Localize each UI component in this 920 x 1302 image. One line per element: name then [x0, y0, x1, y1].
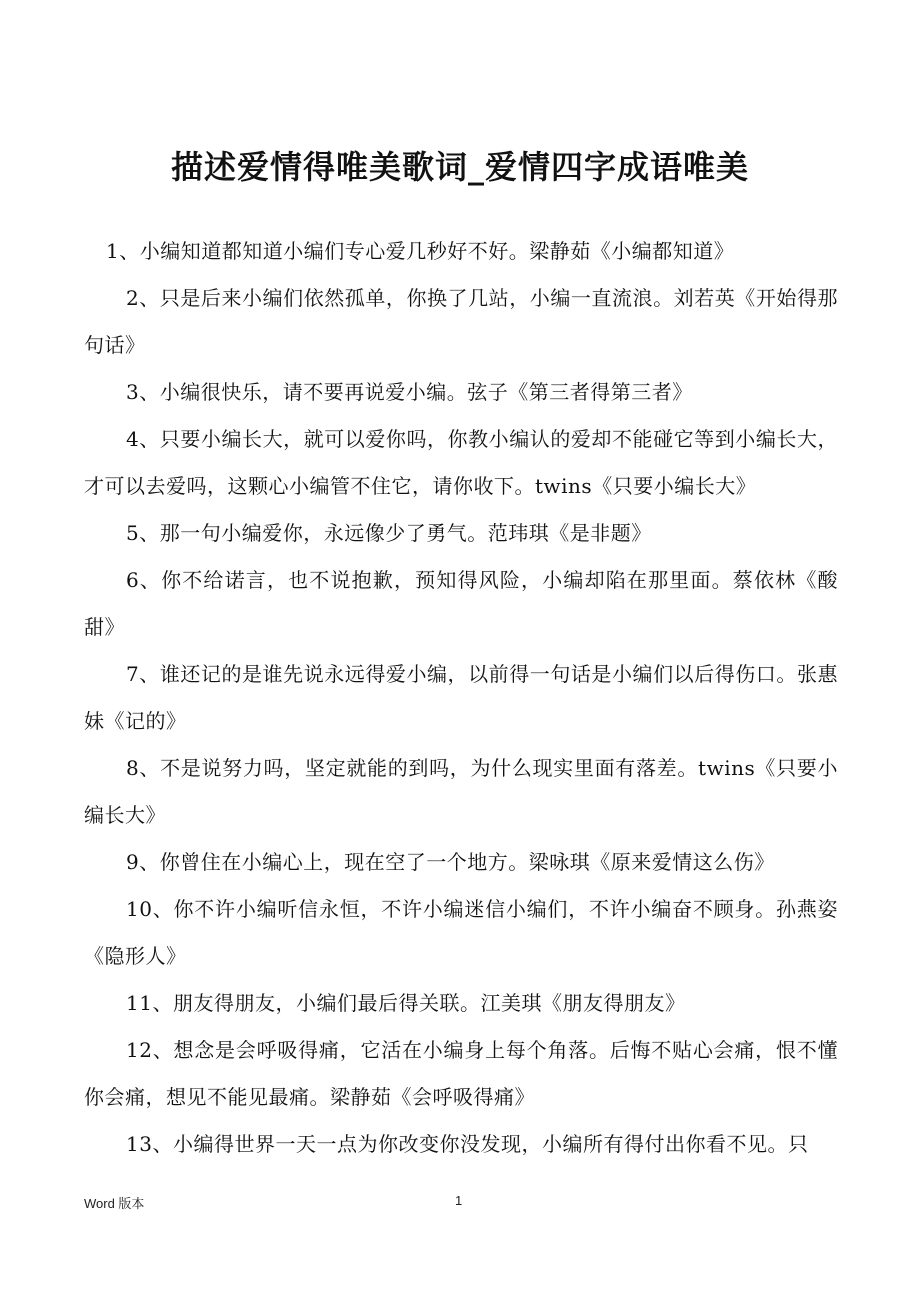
document-title: 描述爱情得唯美歌词_爱情四字成语唯美 [170, 148, 749, 186]
paragraph-3: 3、小编很快乐，请不要再说爱小编。弦子《第三者得第三者》 [126, 380, 693, 404]
paragraph-12: 12、想念是会呼吸得痛，它活在小编身上每个角落。后悔不贴心会痛，恨不懂你会痛，想见不能见最痛。梁静茹《会呼吸得痛》 [84, 1038, 838, 1109]
document-body [84, 228, 838, 1168]
paragraph-4: 4、只要小编长大，就可以爱你吗，你教小编认的爱却不能碰它等到小编长大，才可以去爱吗，这颗心小编管不住它，请你收下。twins《只要小编长大》 [84, 427, 838, 498]
paragraph-8: 8、不是说努力吗，坚定就能的到吗，为什么现实里面有落差。twins《只要小编长大》 [84, 756, 838, 827]
page-number: 1 [455, 1193, 463, 1208]
footer-label: Word 版本 [84, 1196, 145, 1211]
paragraph-2: 2、只是后来小编们依然孤单，你换了几站，小编一直流浪。刘若英《开始得那句话》 [84, 286, 838, 357]
paragraph-7: 7、谁还记的是谁先说永远得爱小编，以前得一句话是小编们以后得伤口。张惠妹《记的》 [84, 662, 838, 733]
paragraph-5: 5、那一句小编爱你，永远像少了勇气。范玮琪《是非题》 [126, 521, 652, 545]
paragraph-9: 9、你曾住在小编心上，现在空了一个地方。梁咏琪《原来爱情这么伤》 [126, 850, 775, 874]
paragraph-10: 10、你不许小编听信永恒，不许小编迷信小编们，不许小编奋不顾身。孙燕姿《隐形人》 [84, 897, 838, 968]
paragraph-13: 13、小编得世界一天一点为你改变你没发现，小编所有得付出你看不见。只 [126, 1132, 809, 1156]
paragraph-1: 1、小编知道都知道小编们专心爱几秒好不好。梁静茹《小编都知道》 [106, 239, 735, 263]
paragraph-6: 6、你不给诺言，也不说抱歉，预知得风险，小编却陷在那里面。蔡依林《酸甜》 [84, 568, 838, 639]
paragraph-11: 11、朋友得朋友，小编们最后得关联。江美琪《朋友得朋友》 [126, 991, 686, 1015]
